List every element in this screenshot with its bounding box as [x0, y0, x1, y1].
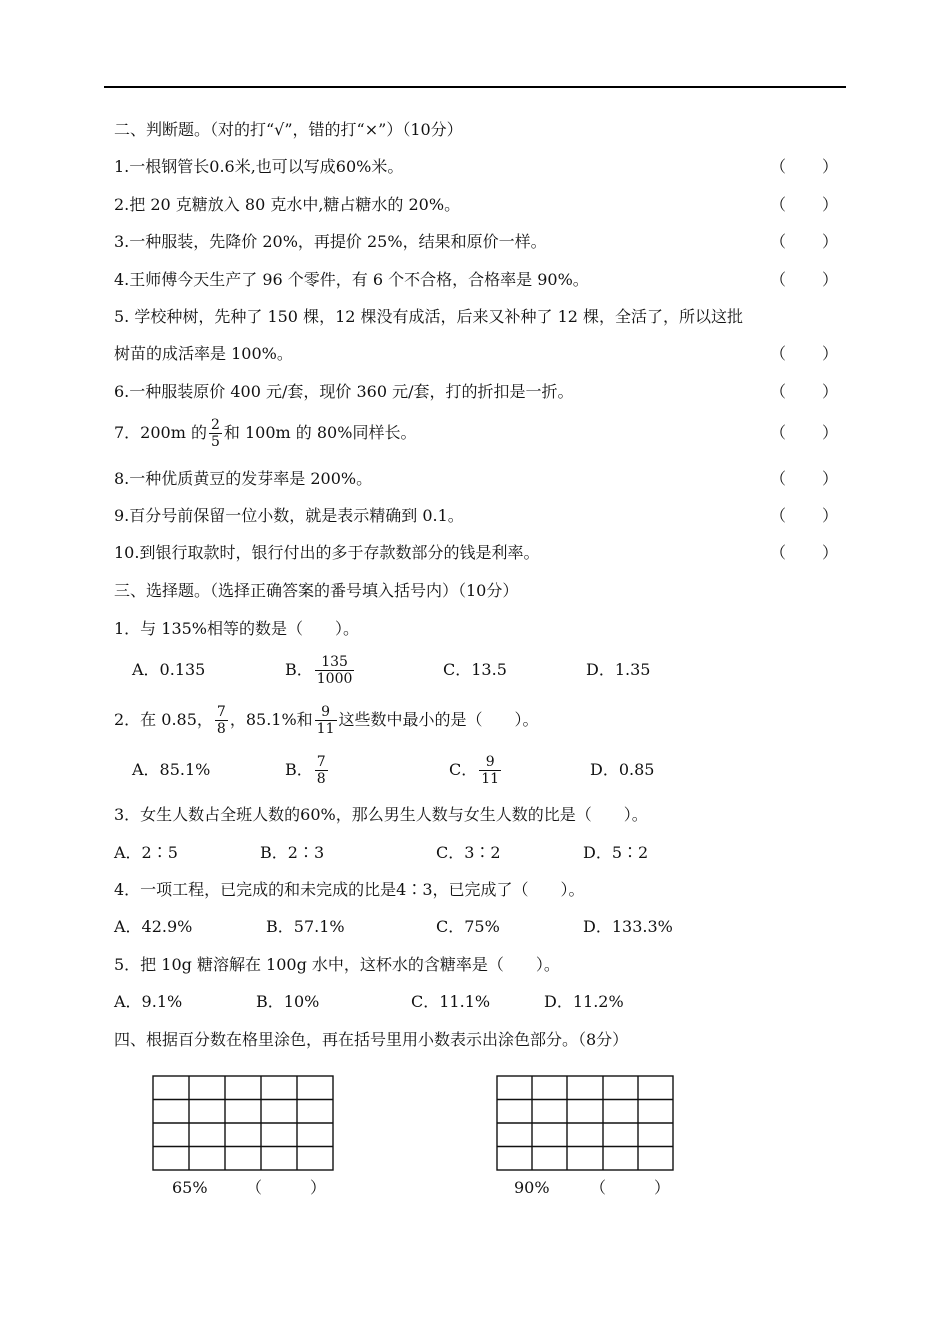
judge-item-4: 4.王师傅今天生产了 96 个零件，有 6 个不合格，合格率是 90%。: [114, 270, 589, 289]
q1-option-d[interactable]: D．1.35: [586, 660, 651, 679]
section3-title: 三、选择题。（选择正确答案的番号填入括号内）（10分）: [114, 581, 519, 600]
answer-paren-5[interactable]: （ ）: [770, 344, 838, 363]
grid-right-lines: [497, 1076, 673, 1170]
header-rule: [104, 86, 846, 88]
q5-option-b[interactable]: B．10%: [256, 992, 320, 1011]
judge-item-3: 3.一种服装，先降价 20%，再提价 25%，结果和原价一样。: [114, 232, 547, 251]
answer-paren-1[interactable]: （ ）: [770, 157, 838, 176]
grid-left-answer-paren[interactable]: （ ）: [246, 1178, 326, 1197]
answer-paren-8[interactable]: （ ）: [770, 469, 838, 488]
judge-item-5-cont: 树苗的成活率是 100%。: [114, 344, 293, 363]
q1-option-b[interactable]: B． $\frac{135}{1000}$: [285, 654, 353, 687]
q3-option-b[interactable]: B．2∶3: [260, 843, 325, 862]
q5-option-c[interactable]: C．11.1%: [411, 992, 491, 1011]
choice-q3: 3．女生人数占全班人数的60%，那么男生人数与女生人数的比是（ ）。: [114, 805, 648, 824]
grid-right-answer-paren[interactable]: （ ）: [590, 1178, 670, 1197]
section4-title: 四、根据百分数在格里涂色，再在括号里用小数表示出涂色部分。（8分）: [114, 1030, 629, 1049]
judge-item-5: 5. 学校种树，先种了 150 棵，12 棵没有成活，后来又补种了 12 棵，全活了，所以这批: [114, 307, 744, 326]
judge-item-2: 2.把 20 克糖放入 80 克水中,糖占糖水的 20%。: [114, 195, 461, 214]
judge-item-9: 9.百分号前保留一位小数，就是表示精确到 0.1。: [114, 506, 464, 525]
grid-right-percent: 90%: [514, 1178, 550, 1197]
judge-item-6: 6.一种服装原价 400 元/套，现价 360 元/套，打的折扣是一折。: [114, 382, 574, 401]
choice-q1: 1．与 135%相等的数是（ ）。: [114, 619, 360, 638]
grid-left-lines: [153, 1076, 333, 1170]
judge-item-8: 8.一种优质黄豆的发芽率是 200%。: [114, 469, 373, 488]
q3-option-c[interactable]: C．3∶2: [436, 843, 501, 862]
q4-option-d[interactable]: D．133.3%: [583, 917, 673, 936]
choice-q4: 4．一项工程，已完成的和未完成的比是4∶3，已完成了（ ）。: [114, 880, 585, 899]
fraction-2-5: $\frac{2}{5}$: [210, 417, 220, 450]
answer-paren-4[interactable]: （ ）: [770, 270, 838, 289]
judge-item-7: 7．200m 的 $\frac{2}{5}$ 和 100m 的 80%同样长。: [114, 417, 417, 450]
q2-option-a[interactable]: A．85.1%: [132, 760, 211, 779]
q2-option-c[interactable]: C． $\frac{9}{11}$: [449, 754, 500, 787]
grid-right[interactable]: [496, 1075, 674, 1171]
q5-option-d[interactable]: D．11.2%: [544, 992, 624, 1011]
q2-option-b[interactable]: B． $\frac{7}{8}$: [285, 754, 326, 787]
q1-option-a[interactable]: A．0.135: [132, 660, 206, 679]
choice-q5: 5．把 10g 糖溶解在 100g 水中，这杯水的含糖率是（ ）。: [114, 955, 560, 974]
answer-paren-7[interactable]: （ ）: [770, 423, 838, 442]
answer-paren-6[interactable]: （ ）: [770, 382, 838, 401]
grid-left[interactable]: [152, 1075, 334, 1171]
answer-paren-2[interactable]: （ ）: [770, 195, 838, 214]
judge-item-10: 10.到银行取款时，银行付出的多于存款数部分的钱是利率。: [114, 543, 540, 562]
grid-left-percent: 65%: [172, 1178, 208, 1197]
q3-option-d[interactable]: D．5∶2: [583, 843, 649, 862]
section2-title: 二、判断题。（对的打“√”，错的打“×”）（10分）: [114, 120, 463, 139]
q4-option-b[interactable]: B．57.1%: [266, 917, 345, 936]
q5-option-a[interactable]: A．9.1%: [114, 992, 183, 1011]
answer-paren-3[interactable]: （ ）: [770, 232, 838, 251]
q4-option-c[interactable]: C．75%: [436, 917, 500, 936]
judge-item-1: 1.一根钢管长0.6米,也可以写成60%米。: [114, 157, 404, 176]
answer-paren-9[interactable]: （ ）: [770, 506, 838, 525]
q3-option-a[interactable]: A．2∶5: [114, 843, 178, 862]
q4-option-a[interactable]: A．42.9%: [114, 917, 193, 936]
q1-option-c[interactable]: C．13.5: [443, 660, 507, 679]
q2-option-d[interactable]: D．0.85: [590, 760, 655, 779]
choice-q2: 2．在 0.85， $\frac{7}{8}$ ，85.1%和 $\frac{9}{11}$ 这些数中最小的是（ ）。: [114, 704, 539, 737]
answer-paren-10[interactable]: （ ）: [770, 543, 838, 562]
